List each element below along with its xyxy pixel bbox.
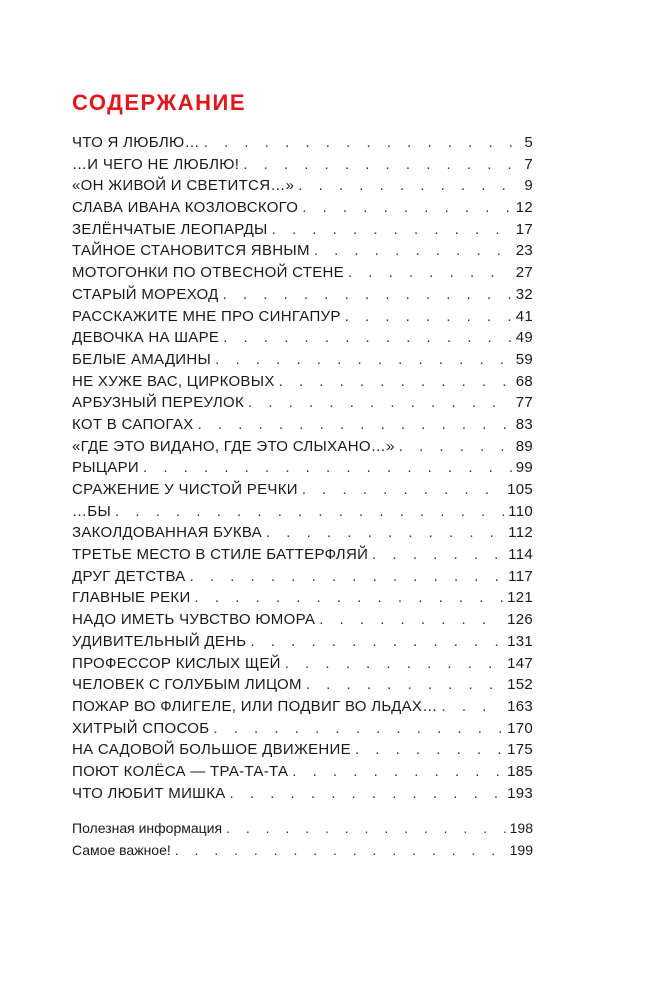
dot-leader — [372, 544, 504, 566]
dot-leader — [285, 653, 503, 675]
toc-entry-page-number: 105 — [507, 481, 533, 498]
toc-entry-title: МОТОГОНКИ ПО ОТВЕСНОЙ СТЕНЕ — [72, 264, 344, 282]
dot-leader — [175, 840, 506, 862]
toc-entry — [72, 631, 533, 653]
toc-entry-page-number: 7 — [524, 155, 533, 173]
dot-leader — [279, 371, 512, 393]
toc-entry-page-number: 68 — [515, 372, 533, 390]
dot-leader — [248, 392, 512, 414]
toc-entry — [72, 479, 533, 501]
toc-entry — [72, 544, 533, 566]
toc-entry-title: ТРЕТЬЕ МЕСТО В СТИЛЕ БАТТЕРФЛЯЙ — [72, 546, 369, 564]
toc-entry-title: СРАЖЕНИЕ У ЧИСТОЙ РЕЧКИ — [72, 481, 298, 498]
toc-entry-page-number: 12 — [515, 199, 533, 217]
toc-entry-title: ХИТРЫЙ СПОСОБ — [72, 719, 210, 737]
toc-entry — [72, 761, 533, 783]
toc-entry-page-number: 117 — [508, 567, 533, 585]
toc-entry-page-number: 131 — [507, 632, 533, 650]
toc-entry-title: УДИВИТЕЛЬНЫЙ ДЕНЬ — [72, 632, 247, 650]
toc-entry — [72, 240, 533, 262]
toc-entry — [72, 327, 533, 349]
toc-entry-title: СТАРЫЙ МОРЕХОД — [72, 285, 219, 303]
toc-extra-list — [72, 818, 533, 861]
toc-entry — [72, 674, 533, 696]
toc-entry-title: …БЫ — [72, 502, 112, 520]
toc-entry-page-number: 59 — [515, 350, 533, 368]
toc-entry-page-number: 83 — [515, 415, 533, 433]
toc-entry-page-number: 199 — [509, 841, 533, 858]
toc-entry-title: «ОН ЖИВОЙ И СВЕТИТСЯ…» — [72, 177, 295, 195]
toc-entry — [72, 739, 533, 761]
toc-entry-title: ТАЙНОЕ СТАНОВИТСЯ ЯВНЫМ — [72, 242, 310, 260]
dot-leader — [442, 696, 504, 718]
dot-leader — [190, 566, 505, 588]
toc-entry — [72, 818, 533, 840]
toc-entry — [72, 522, 533, 544]
toc-list — [72, 132, 533, 804]
dot-leader — [272, 219, 512, 241]
toc-entry-title: РАССКАЖИТЕ МНЕ ПРО СИНГАПУР — [72, 307, 341, 325]
toc-entry-page-number: 23 — [515, 242, 533, 260]
toc-entry-title: ЧЕЛОВЕК С ГОЛУБЫМ ЛИЦОМ — [72, 676, 302, 694]
toc-entry-title: АРБУЗНЫЙ ПЕРЕУЛОК — [72, 394, 245, 412]
dot-leader — [355, 739, 503, 761]
toc-entry-page-number: 152 — [507, 676, 533, 694]
dot-leader — [298, 175, 520, 197]
toc-entry — [72, 349, 533, 371]
dot-leader — [223, 284, 512, 306]
toc-entry-page-number: 49 — [515, 329, 533, 347]
dot-leader — [115, 501, 504, 523]
toc-entry-title: РЫЦАРИ — [72, 459, 139, 477]
toc-entry — [72, 414, 533, 436]
toc-entry-title: БЕЛЫЕ АМАДИНЫ — [72, 350, 212, 368]
toc-entry-page-number: 9 — [524, 177, 533, 195]
toc-entry — [72, 371, 533, 393]
dot-leader — [292, 761, 503, 783]
toc-entry — [72, 501, 533, 523]
toc-entry-title: ГЛАВНЫЕ РЕКИ — [72, 589, 191, 607]
toc-entry-title: НЕ ХУЖЕ ВАС, ЦИРКОВЫХ — [72, 372, 275, 390]
toc-entry-page-number: 17 — [515, 220, 533, 238]
toc-entry — [72, 262, 533, 284]
toc-entry — [72, 306, 533, 328]
toc-entry — [72, 783, 533, 805]
toc-entry-title: ПРОФЕССОР КИСЛЫХ ЩЕЙ — [72, 654, 281, 672]
toc-entry-page-number: 114 — [508, 546, 533, 564]
toc-entry — [72, 840, 533, 862]
dot-leader — [266, 522, 504, 544]
toc-entry-title: ЗЕЛЁНЧАТЫЕ ЛЕОПАРДЫ — [72, 220, 268, 238]
toc-entry — [72, 284, 533, 306]
toc-entry-title: ДРУГ ДЕТСТВА — [72, 567, 186, 585]
dot-leader — [243, 154, 520, 176]
toc-entry-title: ЧТО Я ЛЮБЛЮ… — [72, 134, 200, 151]
toc-entry-title: ПОЖАР ВО ФЛИГЕЛЕ, ИЛИ ПОДВИГ ВО ЛЬДАХ… — [72, 697, 438, 715]
toc-entry-page-number: 147 — [507, 654, 533, 672]
toc-entry-title: «ГДЕ ЭТО ВИДАНО, ГДЕ ЭТО СЛЫХАНО…» — [72, 437, 395, 455]
toc-entry — [72, 696, 533, 718]
toc-entry-page-number: 198 — [509, 820, 533, 837]
toc-entry — [72, 653, 533, 675]
toc-entry-page-number: 175 — [507, 741, 533, 759]
dot-leader — [143, 457, 512, 479]
toc-entry-title: НАДО ИМЕТЬ ЧУВСТВО ЮМОРА — [72, 611, 316, 629]
dot-leader — [226, 818, 506, 840]
dot-leader — [319, 609, 503, 631]
toc-entry-title: Самое важное! — [72, 841, 171, 858]
toc-entry-page-number: 163 — [507, 697, 533, 715]
dot-leader — [314, 240, 512, 262]
toc-entry-title: ПОЮТ КОЛЁСА — ТРА-ТА-ТА — [72, 762, 289, 780]
toc-entry — [72, 175, 533, 197]
toc-entry-title: НА САДОВОЙ БОЛЬШОЕ ДВИЖЕНИЕ — [72, 741, 351, 759]
toc-entry — [72, 219, 533, 241]
toc-entry — [72, 457, 533, 479]
dot-leader — [198, 414, 512, 436]
toc-entry-page-number: 77 — [515, 394, 533, 412]
toc-entry-title: ЗАКОЛДОВАННАЯ БУКВА — [72, 524, 262, 542]
toc-entry — [72, 609, 533, 631]
toc-entry-title: ДЕВОЧКА НА ШАРЕ — [72, 329, 220, 347]
dot-leader — [348, 262, 512, 284]
toc-entry-page-number: 89 — [515, 437, 533, 455]
dot-leader — [213, 718, 503, 740]
toc-entry-page-number: 126 — [507, 611, 533, 629]
toc-entry — [72, 566, 533, 588]
toc-entry — [72, 154, 533, 176]
toc-entry-page-number: 110 — [508, 502, 533, 520]
toc-entry — [72, 436, 533, 458]
dot-leader — [250, 631, 503, 653]
dot-leader — [215, 349, 512, 371]
toc-entry-page-number: 185 — [507, 762, 533, 780]
toc-entry — [72, 718, 533, 740]
toc-entry-title: ЧТО ЛЮБИТ МИШКА — [72, 784, 226, 802]
toc-entry-page-number: 99 — [515, 459, 533, 477]
toc-entry-title: …И ЧЕГО НЕ ЛЮБЛЮ! — [72, 155, 240, 173]
dot-leader — [230, 783, 504, 805]
dot-leader — [345, 306, 512, 328]
dot-leader — [195, 587, 504, 609]
dot-leader — [302, 479, 503, 501]
dot-leader — [302, 197, 511, 219]
toc-entry — [72, 392, 533, 414]
toc-page — [72, 90, 533, 861]
toc-entry-title: СЛАВА ИВАНА КОЗЛОВСКОГО — [72, 199, 299, 217]
toc-entry-page-number: 121 — [507, 589, 533, 607]
toc-entry — [72, 132, 533, 154]
toc-entry-title: КОТ В САПОГАХ — [72, 415, 194, 433]
toc-entry-page-number: 5 — [524, 134, 533, 151]
toc-entry-page-number: 112 — [508, 524, 533, 542]
toc-entry-page-number: 41 — [515, 307, 533, 325]
dot-leader — [223, 327, 512, 349]
toc-entry-page-number: 32 — [515, 285, 533, 303]
dot-leader — [399, 436, 512, 458]
toc-entry — [72, 197, 533, 219]
toc-entry-title: Полезная информация — [72, 820, 223, 837]
page-title: СОДЕРЖАНИЕ — [72, 90, 247, 115]
dot-leader — [306, 674, 503, 696]
toc-entry-page-number: 193 — [507, 784, 533, 802]
toc-entry — [72, 587, 533, 609]
toc-entry-page-number: 170 — [507, 719, 533, 737]
toc-entry-page-number: 27 — [515, 264, 533, 282]
dot-leader — [204, 132, 521, 154]
